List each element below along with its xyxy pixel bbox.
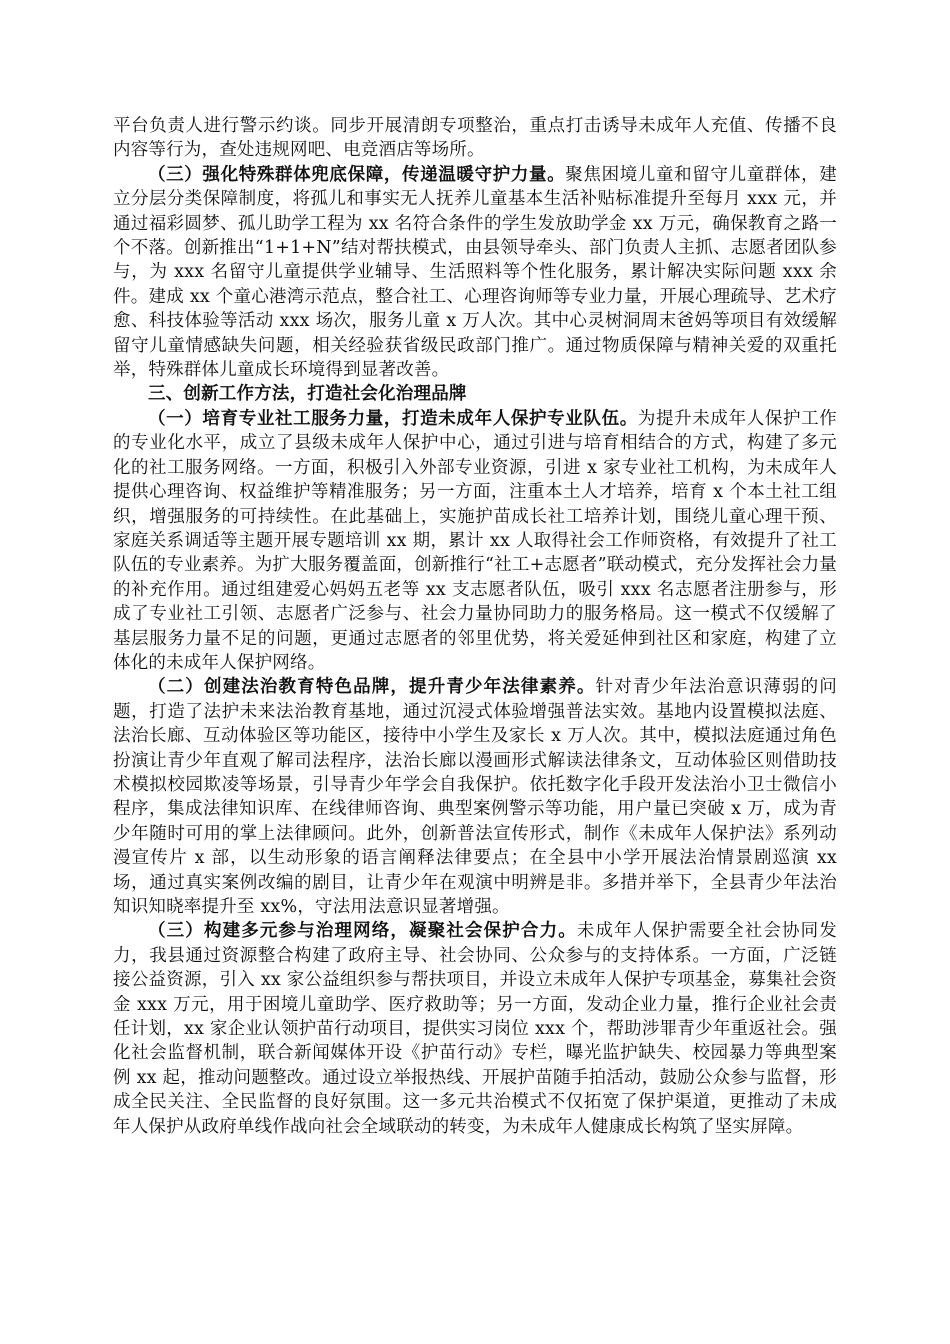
paragraph-social-work-body: 为提升未成年人保护工作的专业化水平，成立了县级未成年人保护中心，通过引进与培育相结合的方式，构建了多元化的社工服务网络。一方面，积极引入外部专业资源，引进 x 家专业社工机构，为未成年人提供心理咨询、权益维护等精准服务；另一方面，注重本土人才培养，培育 x 个本土社工组织，增强服务的可持续性。在此基础上，实施护苗成长社工培养计划，围绕儿童心理干预、家庭关系调适等主题开展专题培训 xx 期，累计 xx 人取得社会工作师资格，有效提升了社工队伍的专业素养。为扩大服务覆盖面，创新推行“社工+志愿者”联动模式，充分发挥社会力量的补充作用。通过组建爱心妈妈五老等 xx 支志愿者队伍，吸引 xxx 名志愿者注册参与，形成了专业社工引领、志愿者广泛参与、社会力量协同助力的服务格局。这一模式不仅缓解了基层服务力量不足的问题，更通过志愿者的邻里优势，将关爱延伸到社区和家庭，构建了立体化的未成年人保护网络。 bbox=[113, 408, 837, 673]
paragraph-multi-party-heading: （三）构建多元参与治理网络，凝聚社会保护合力。 bbox=[148, 921, 577, 942]
paragraph-legal-education bbox=[113, 675, 837, 919]
paragraph-special-groups-heading: （三）强化特殊群体兜底保障，传递温暖守护力量。 bbox=[148, 164, 566, 185]
paragraph-legal-education-heading: （二）创建法治教育特色品牌，提升青少年法律素养。 bbox=[148, 677, 596, 698]
paragraph-social-work-heading: （一）培育专业社工服务力量，打造未成年人保护专业队伍。 bbox=[148, 408, 638, 429]
paragraph-special-groups bbox=[113, 163, 837, 383]
section-three-title: 三、创新工作方法，打造社会化治理品牌 bbox=[148, 384, 467, 405]
document-page bbox=[113, 114, 837, 1139]
paragraph-multi-party-body: 未成年人保护需要全社会协同发力，我县通过资源整合构建了政府主导、社会协同、公众参与的支持体系。一方面，广泛链接公益资源，引入 xx 家公益组织参与帮扶项目，并设立未成年人保护专项基金，募集社会资金 xxx 万元，用于困境儿童助学、医疗救助等；另一方面，发动企业力量，推行企业社会责任计划，xx 家企业认领护苗行动项目，提供实习岗位 xxx 个，帮助涉罪青少年重返社会。强化社会监督机制，联合新闻媒体开设《护苗行动》专栏，曝光监护缺失、校园暴力等典型案例 xx 起，推动问题整改。通过设立举报热线、开展护苗随手拍活动，鼓励公众参与监督，形成全民关注、全民监督的良好氛围。这一多元共治模式不仅拓宽了保护渠道，更推动了未成年人保护从政府单线作战向社会全域联动的转变，为未成年人健康成长构筑了坚实屏障。 bbox=[113, 921, 837, 1137]
paragraph-special-groups-body: 聚焦困境儿童和留守儿童群体，建立分层分类保障制度，将孤儿和事实无人抚养儿童基本生活补贴标准提升至每月 xxx 元，并通过福彩圆梦、孤儿助学工程为 xx 名符合条件的学生发放助学金 xx 万元，确保教育之路一个不落。创新推出“1+1+N”结对帮扶模式，由县领导牵头、部门负责人主抓、志愿者团队参与，为 xxx 名留守儿童提供学业辅导、生活照料等个性化服务，累计解决实际问题 xxx 余件。建成 xx 个童心港湾示范点，整合社工、心理咨询师等专业力量，开展心理疏导、艺术疗愈、科技体验等活动 xxx 场次，服务儿童 x 万人次。其中心灵树洞周末爸妈等项目有效缓解留守儿童情感缺失问题，相关经验获省级民政部门推广。通过物质保障与精神关爱的双重托举，特殊群体儿童成长环境得到显著改善。 bbox=[113, 164, 837, 381]
paragraph-social-work bbox=[113, 407, 837, 675]
paragraph-continued-text: 平台负责人进行警示约谈。同步开展清朗专项整治，重点打击诱导未成年人充值、传播不良内容等行为，查处违规网吧、电竞酒店等场所。 bbox=[113, 116, 837, 161]
paragraph-continued bbox=[113, 114, 837, 163]
paragraph-multi-party bbox=[113, 919, 837, 1139]
paragraph-legal-education-body: 针对青少年法治意识薄弱的问题，打造了法护未来法治教育基地，通过沉浸式体验增强普法实效。基地内设置模拟法庭、法治长廊、互动体验区等功能区，接待中小学生及家长 x 万人次。其中，模拟法庭通过角色扮演让青少年直观了解司法程序，法治长廊以漫画形式解读法律条文，互动体验区则借助技术模拟校园欺凌等场景，引导青少年学会自我保护。依托数字化手段开发法治小卫士微信小程序，集成法律知识库、在线律师咨询、典型案例警示等功能，用户量已突破 x 万，成为青少年随时可用的掌上法律顾问。此外，创新普法宣传形式，制作《未成年人保护法》系列动漫宣传片 x 部，以生动形象的语言阐释法律要点；在全县中小学开展法治情景剧巡演 xx 场，通过真实案例改编的剧目，让青少年在观演中明辨是非。多措并举下，全县青少年法治知识知晓率提升至 xx%，守法用法意识显著增强。 bbox=[113, 677, 837, 917]
